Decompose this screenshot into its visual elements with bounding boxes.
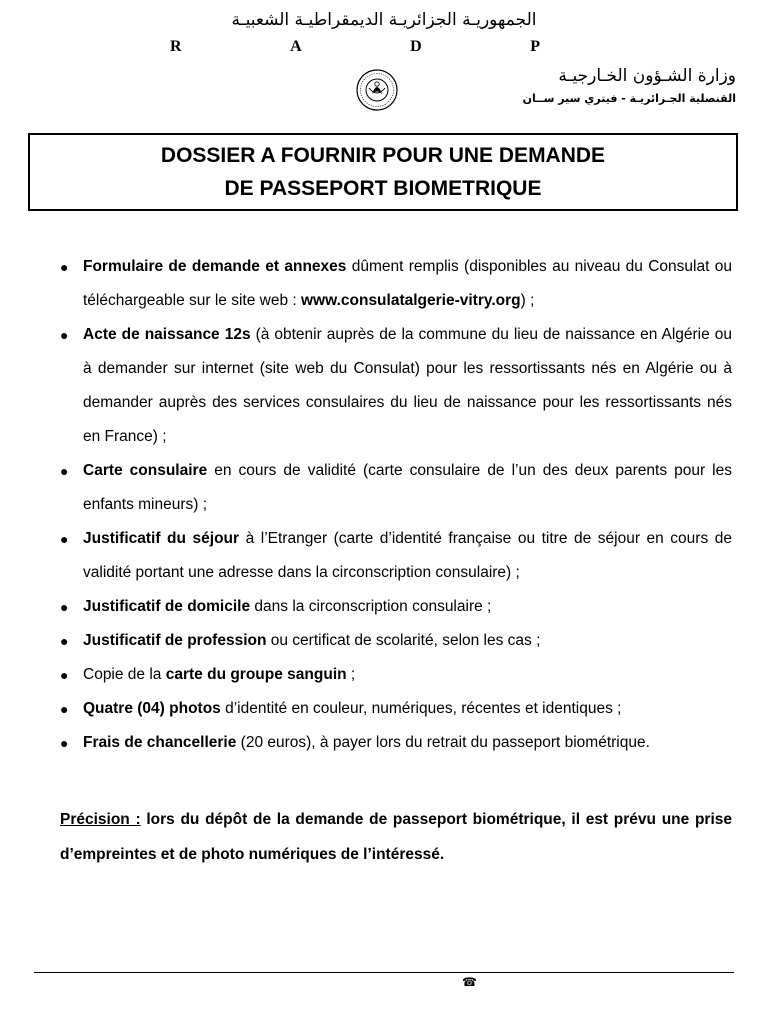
- list-item: [60, 318, 732, 454]
- bullet-icon: ●: [60, 633, 69, 649]
- radp-letter-d: D: [410, 38, 422, 55]
- document-title-box: [28, 133, 738, 211]
- radp-letter-p: P: [530, 38, 540, 55]
- list-item: [60, 522, 732, 590]
- precision-note: [60, 802, 732, 872]
- precision-text: lors du dépôt de la demande de passeport biométrique, il est prévu une prise d’empreintes et de photo numériques de l’intéressé.: [60, 811, 732, 863]
- consulate-website-text: www.consulatalgerie-vitry.org: [300, 292, 521, 309]
- algeria-emblem-icon: [355, 68, 399, 112]
- item-bold-label: Frais de chancellerie: [83, 734, 237, 751]
- item-text: ;: [346, 666, 356, 683]
- item-text: à l’Etranger (carte d’identité française ou titre de séjour en cours de validité portant une adresse dans la circonscription consulaire) ;: [83, 530, 732, 581]
- item-text: (20 euros), à payer lors du retrait du passeport biométrique.: [236, 734, 650, 751]
- radp-letter-a: A: [290, 38, 302, 55]
- list-item: [60, 726, 732, 760]
- item-bold-label: Justificatif de profession: [83, 632, 267, 649]
- item-bold-label: Justificatif de domicile: [83, 598, 251, 615]
- arabic-ministry-header: وزارة الشـؤون الخـارجيـة: [558, 66, 736, 86]
- item-text: d’identité en couleur, numériques, récentes et identiques ;: [220, 700, 622, 717]
- item-bold-label: Acte de naissance 12s: [83, 326, 251, 343]
- bullet-icon: ●: [60, 667, 69, 683]
- bullet-icon: ●: [60, 259, 69, 275]
- radp-letters: [170, 38, 540, 56]
- title-line-2: DE PASSEPORT BIOMETRIQUE: [224, 177, 542, 200]
- bullet-icon: ●: [60, 531, 69, 547]
- item-text: dûment remplis (disponibles au niveau du Consulat ou téléchargeable sur le site web :: [83, 258, 732, 309]
- bullet-icon: ●: [60, 701, 69, 717]
- bullet-icon: ●: [60, 463, 69, 479]
- bullet-icon: ●: [60, 735, 69, 751]
- bullet-icon: ●: [60, 599, 69, 615]
- phone-icon: ☎: [462, 975, 477, 989]
- footer-divider: [34, 972, 734, 973]
- item-bold-label: Quatre (04) photos: [83, 700, 221, 717]
- item-prefix: Copie de la: [83, 666, 166, 683]
- item-text: en cours de validité (carte consulaire de l’un des deux parents pour les enfants mineurs) ;: [83, 462, 732, 513]
- list-item: [60, 590, 732, 624]
- title-line-1: DOSSIER A FOURNIR POUR UNE DEMANDE: [160, 144, 606, 167]
- list-item: [60, 658, 732, 692]
- list-item: [60, 454, 732, 522]
- item-bold-label: Carte consulaire: [83, 462, 208, 479]
- item-text: ou certificat de scolarité, selon les cas ;: [266, 632, 541, 649]
- item-bold-label: Formulaire de demande et annexes: [83, 258, 347, 275]
- precision-label: Précision :: [60, 811, 141, 828]
- bullet-icon: ●: [60, 327, 69, 343]
- item-text: dans la circonscription consulaire ;: [250, 598, 492, 615]
- list-item: [60, 250, 732, 318]
- list-item: [60, 624, 732, 658]
- requirements-list: [60, 250, 732, 760]
- arabic-consulate-header: القنصلية الجـزائريـة - فيتري سير ســان: [522, 92, 736, 105]
- list-item: [60, 692, 732, 726]
- arabic-republic-header: الجمهوريـة الجزائريـة الديمقراطيـة الشعبيـة: [231, 10, 537, 30]
- item-bold-label: carte du groupe sanguin: [165, 666, 347, 683]
- radp-letter-r: R: [170, 38, 182, 55]
- item-text: (à obtenir auprès de la commune du lieu de naissance en Algérie ou à demander sur internet (site web du Consulat) pour les ressortissants nés en Algérie ou à demander auprès des services consulaires du lieu de naissance pour les ressortissants nés en France) ;: [83, 326, 732, 445]
- item-bold-label: Justificatif du séjour: [83, 530, 240, 547]
- item-text: ) ;: [520, 292, 535, 309]
